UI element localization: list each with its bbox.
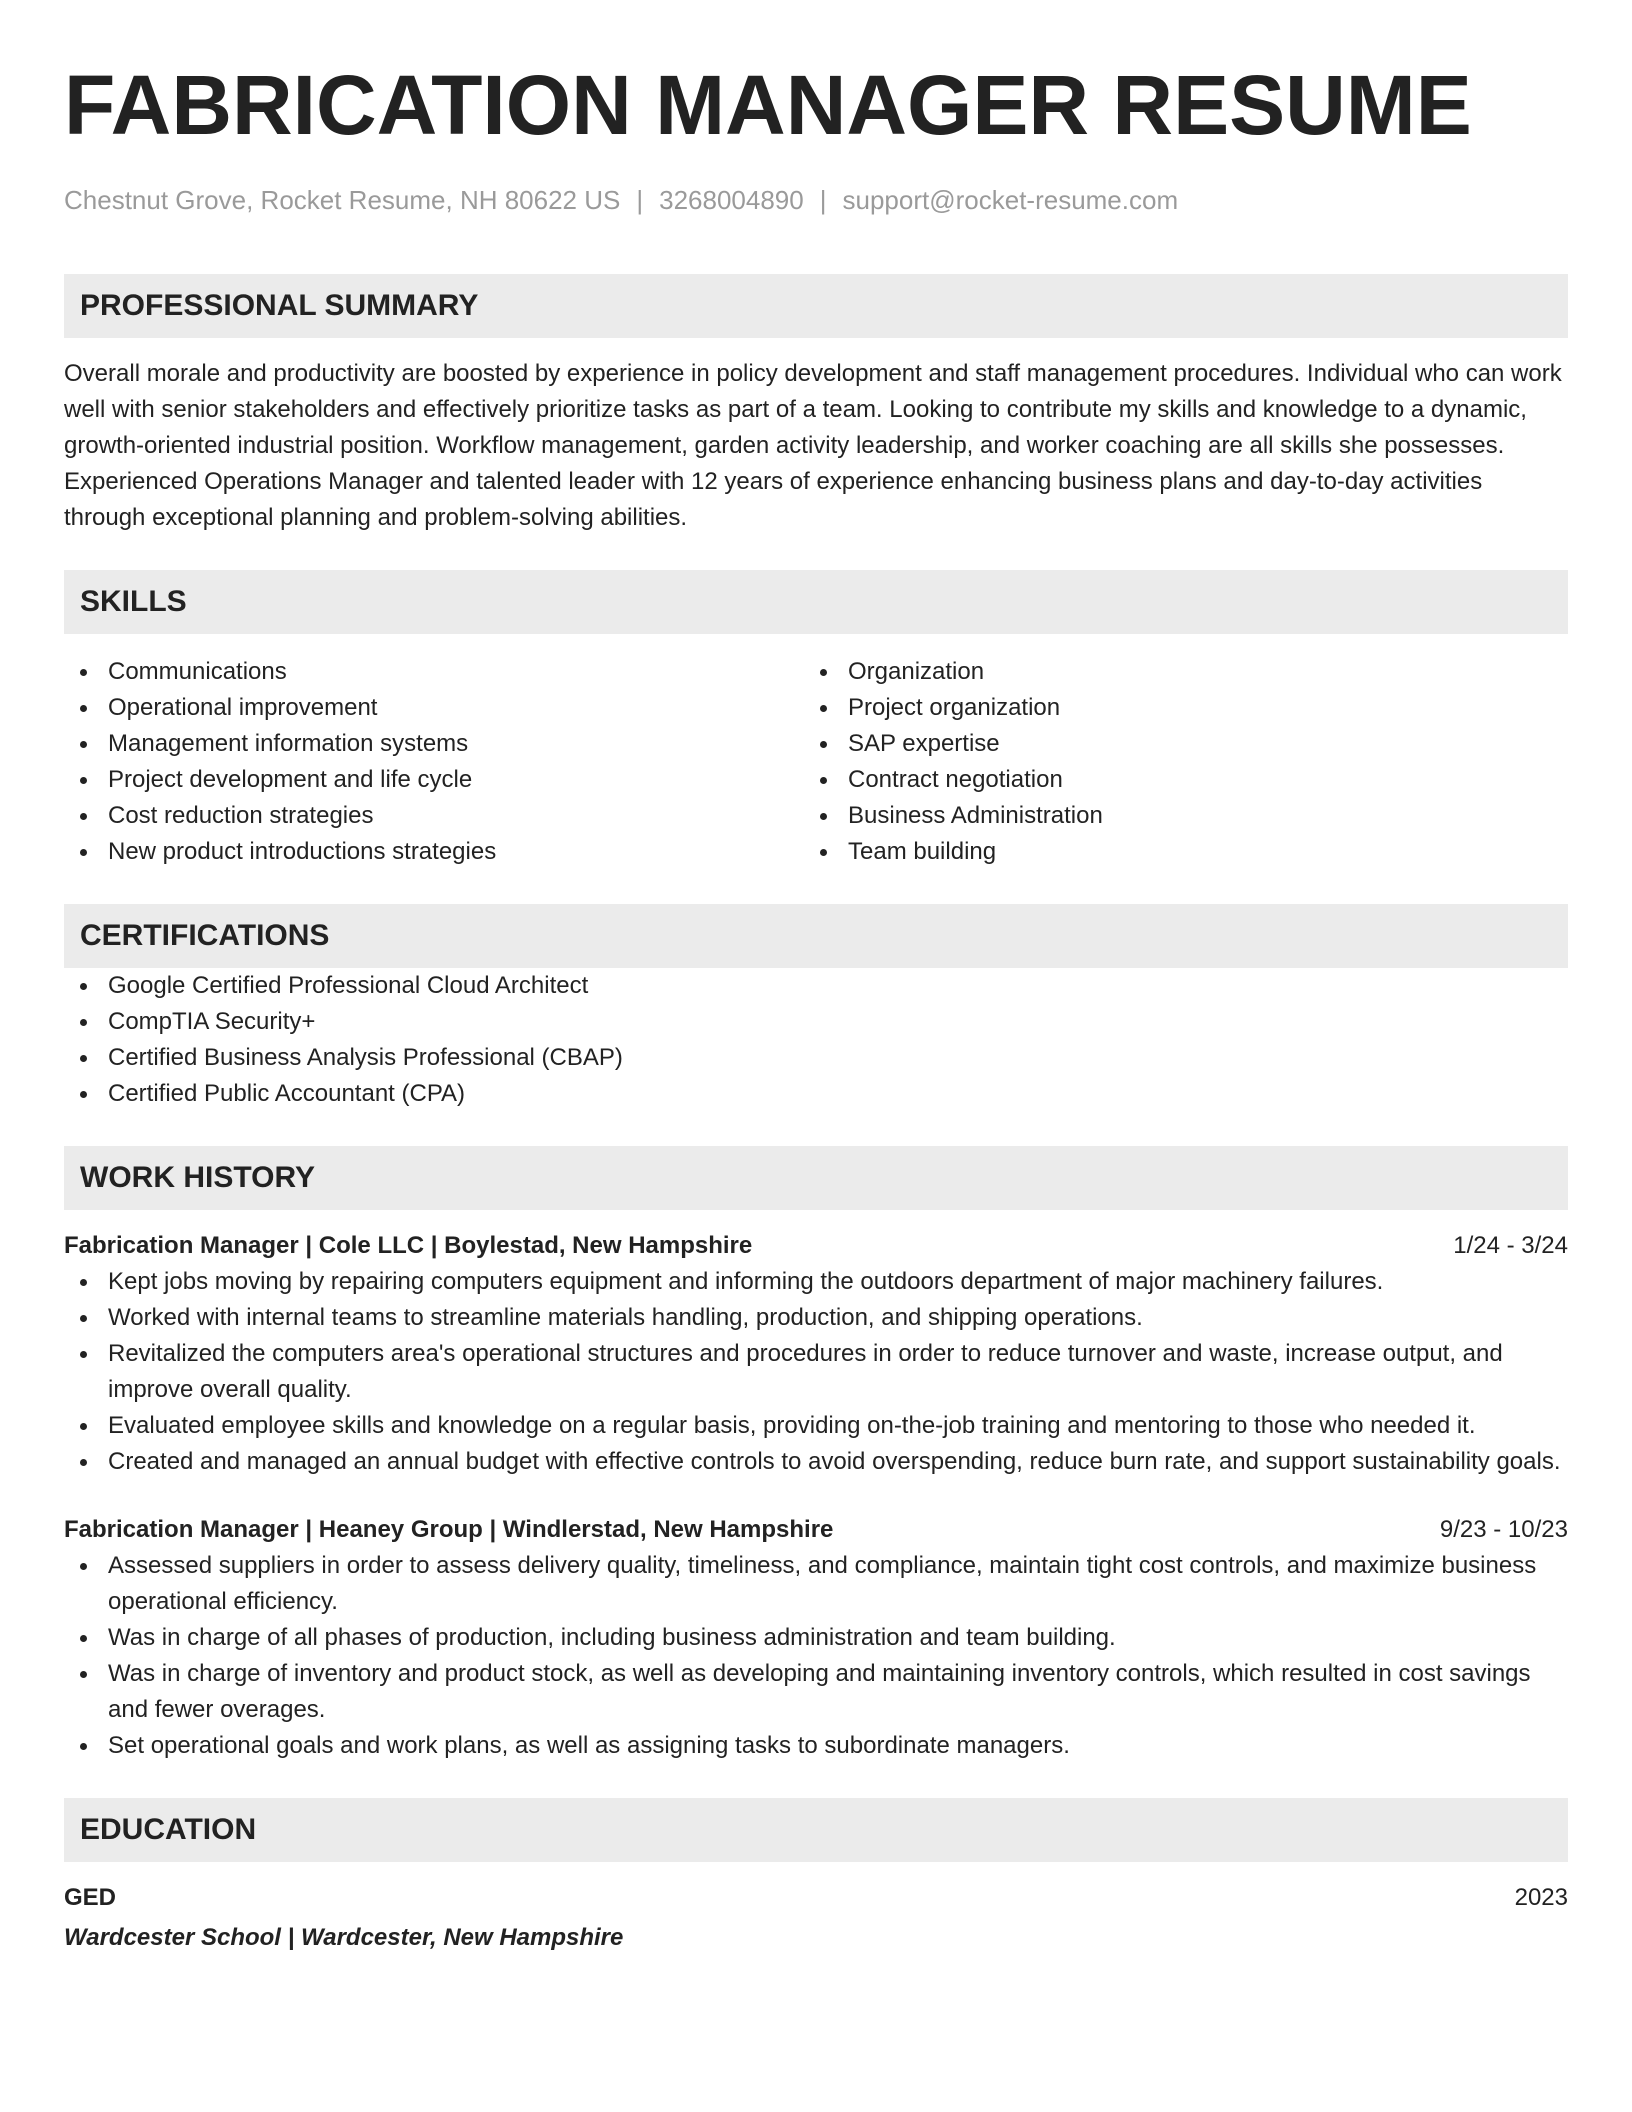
skills-list-right (804, 654, 1544, 870)
contact-phone: 3268004890 (659, 185, 804, 215)
section-heading-skills: SKILLS (64, 570, 1568, 634)
job-bullet: Kept jobs moving by repairing computers equipment and informing the outdoors department of major machinery failures. (64, 1264, 1568, 1300)
skill-item: Communications (64, 654, 804, 690)
education-year: 2023 (1514, 1884, 1568, 1911)
section-heading-summary: PROFESSIONAL SUMMARY (64, 274, 1568, 338)
job-title: Fabrication Manager | Heaney Group | Windlerstad, New Hampshire (64, 1516, 834, 1543)
job-bullet: Was in charge of all phases of production, including business administration and team building. (64, 1620, 1568, 1656)
section-heading-certifications: CERTIFICATIONS (64, 904, 1568, 968)
certifications-list (64, 968, 1568, 1112)
education-header (64, 1880, 1568, 1916)
skill-item: Organization (804, 654, 1544, 690)
certification-item: Certified Public Accountant (CPA) (64, 1076, 1568, 1112)
skills-column-right (804, 654, 1544, 870)
job-bullet: Revitalized the computers area's operational structures and procedures in order to reduce turnover and waste, increase output, and improve overall quality. (64, 1336, 1568, 1408)
job-bullet: Assessed suppliers in order to assess delivery quality, timeliness, and compliance, maintain tight cost controls, and maximize business operational efficiency. (64, 1548, 1568, 1620)
skills-list-left (64, 654, 804, 870)
skill-item: SAP expertise (804, 726, 1544, 762)
skills-column-left (64, 654, 804, 870)
skill-item: Operational improvement (64, 690, 804, 726)
skill-item: Cost reduction strategies (64, 798, 804, 834)
contact-separator: | (819, 185, 827, 215)
education-degree: GED (64, 1884, 117, 1911)
job-bullet-list (64, 1264, 1568, 1480)
skill-item: Management information systems (64, 726, 804, 762)
job-bullet-list (64, 1548, 1568, 1764)
skill-item: Project development and life cycle (64, 762, 804, 798)
job-bullet: Was in charge of inventory and product stock, as well as developing and maintaining inventory controls, which resulted in cost savings and fewer overages. (64, 1656, 1568, 1728)
education-school: Wardcester School | Wardcester, New Hampshire (64, 1924, 624, 1951)
certification-item: CompTIA Security+ (64, 1004, 1568, 1040)
job-entry (64, 1228, 1568, 1480)
skill-item: Team building (804, 834, 1544, 870)
contact-line (64, 184, 1568, 216)
contact-separator: | (636, 185, 644, 215)
section-heading-education: EDUCATION (64, 1798, 1568, 1862)
skills-grid (64, 654, 1568, 870)
contact-email: support@rocket-resume.com (842, 185, 1179, 215)
job-bullet: Set operational goals and work plans, as well as assigning tasks to subordinate managers. (64, 1728, 1568, 1764)
job-dates: 9/23 - 10/23 (1439, 1516, 1568, 1543)
job-entry (64, 1512, 1568, 1764)
skill-item: New product introductions strategies (64, 834, 804, 870)
summary-text: Overall morale and productivity are boosted by experience in policy development and staff management procedures. Individual who can work well with senior stakeholders and effectively prioritize tasks as part of a team. Looking to contribute my skills and knowledge to a dynamic, growth-oriented industrial position. Workflow management, garden activity leadership, and worker coaching are all skills she possesses. Experienced Operations Manager and talented leader with 12 years of experience enhancing business plans and day-to-day activities through exceptional planning and problem-solving abilities. (64, 360, 1562, 531)
skill-item: Contract negotiation (804, 762, 1544, 798)
job-dates: 1/24 - 3/24 (1453, 1232, 1568, 1259)
section-heading-work-history: WORK HISTORY (64, 1146, 1568, 1210)
contact-address: Chestnut Grove, Rocket Resume, NH 80622 US (64, 185, 621, 215)
job-title: Fabrication Manager | Cole LLC | Boylestad, New Hampshire (64, 1232, 753, 1259)
resume-title: FABRICATION MANAGER RESUME (64, 58, 1472, 152)
skill-item: Project organization (804, 690, 1544, 726)
skill-item: Business Administration (804, 798, 1544, 834)
job-header (64, 1228, 1568, 1264)
job-bullet: Created and managed an annual budget with effective controls to avoid overspending, reduce burn rate, and support sustainability goals. (64, 1444, 1568, 1480)
job-bullet: Evaluated employee skills and knowledge on a regular basis, providing on-the-job training and mentoring to those who needed it. (64, 1408, 1568, 1444)
certification-item: Certified Business Analysis Professional (CBAP) (64, 1040, 1568, 1076)
certification-item: Google Certified Professional Cloud Architect (64, 968, 1568, 1004)
job-bullet: Worked with internal teams to streamline materials handling, production, and shipping operations. (64, 1300, 1568, 1336)
job-header (64, 1512, 1568, 1548)
